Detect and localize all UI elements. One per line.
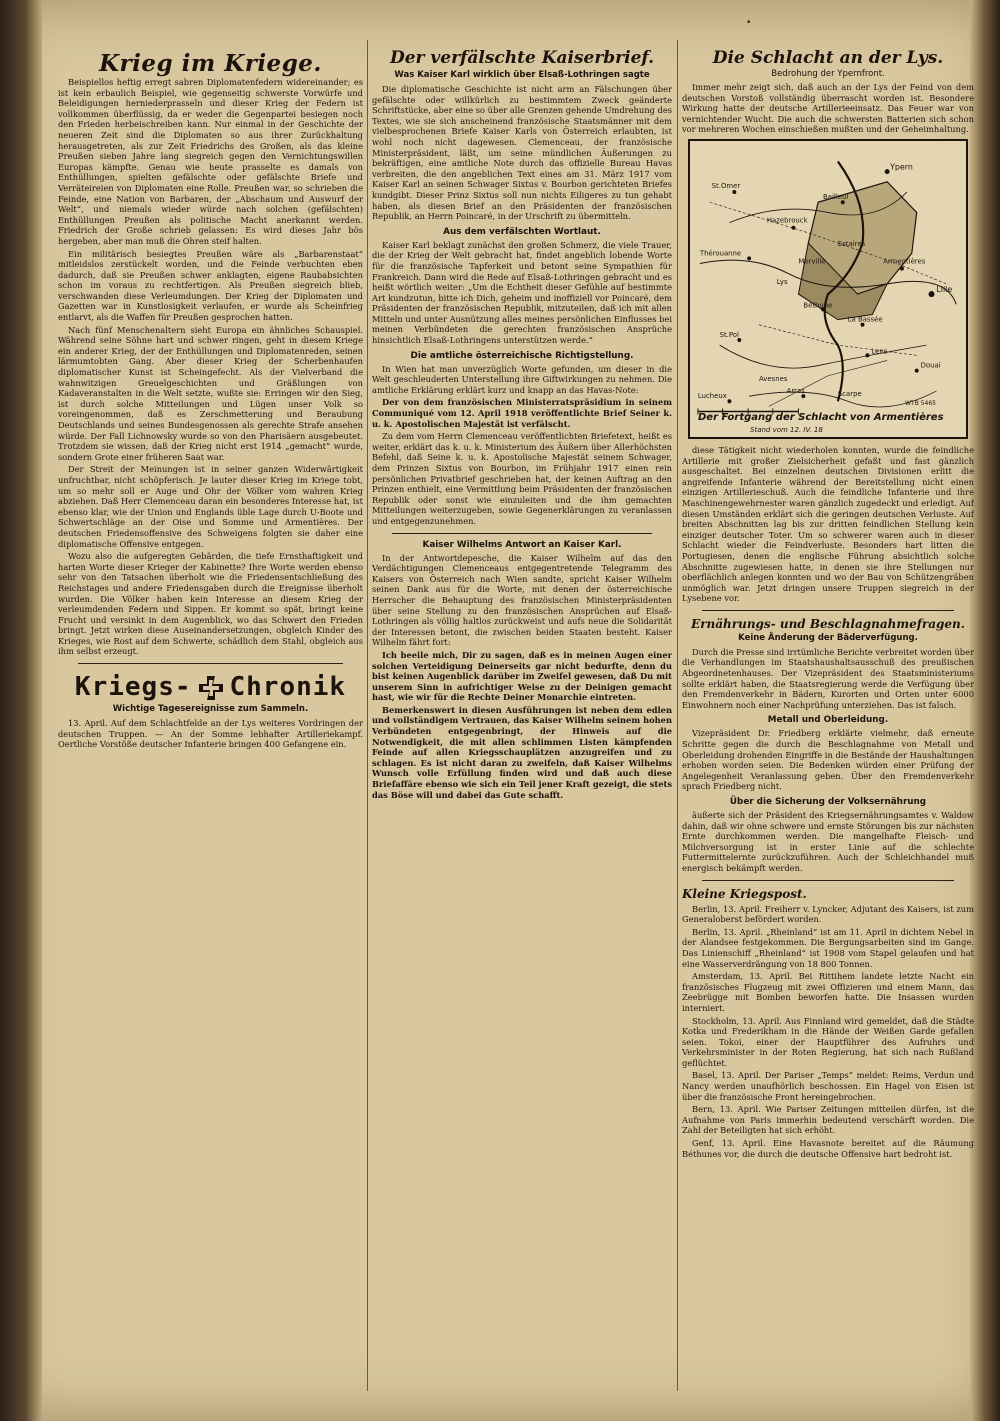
map-label-estaires: Estaires [837, 238, 866, 249]
news-item: Amsterdam, 13. April. Bei Rittihem landete letzte Nacht ein französisches Flugzeug mit zwei Offizieren und einem Mann, das Zeebrügge mit Bomben beworfen hatte. Die Insassen wurden interniert. [682, 971, 974, 1013]
news-item: Bern, 13. April. Wie Pariser Zeitungen mitteilen dürfen, ist die Aufnahme von Paris immerhin bedeutend verschärft worden. Die Zahl der Beteiligten hat sich erhöht. [682, 1104, 974, 1136]
article-paragraph: Beispiellos heftig erregt sabren Diplomatenfedern widereinander; es ist kein erbaulich Beispiel, wie gegenseitig schwerste Vorwürfe und Beleidigungen herniederprasseln und dieser Krieg der Federn ist vollkommen überflüssig, da er weder die Gegenpartei besiegen noch den Frieden herbeischreiben kann. Nur einmal in der Geschichte der neueren Zeit sind die Diplomaten so aus ihrer Zurückhaltung herausgetreten, als zur Zeit Friedrichs des Großen, als das kleine Preußen sieben Jahre lang siegreich gegen den Vernichtungswillen Europas kämpfte. Genau wie heute prasselte es damals von Enthüllungen, spielten gefälschte oder gefälschte Briefe und Verräteireien von Diplomaten eine Rolle. Preußen war, so schrieben die Feinde, eine Nation von Barbaren, der „Abschaum und Auswurf der Welt“, und niemals wieder würde nach solchen (gefälschten) Enthüllungen Preußen als politische Macht anerkannt werden. Friedrich der Große schrieb gelassen: Es wird dieses Jahr bös hergeben, aber man muß die Ohren steif halten. [58, 77, 363, 246]
article-paragraph: In der Antwortdepesche, die Kaiser Wilhelm auf das den Verdächtigungen Clemenceaus entgegentretende Telegramm des Kaisers von Österreich nach Wien sandte, spricht Kaiser Wilhelm seinen Dank aus für die Worte, mit denen der österreichische Herrscher die Behauptung des französischen Ministerpräsidenten über seine Stellung zu den französischen Ansprüchen auf Elsaß-Lothringen als völlig haltlos zurückweist und aufs neue die Solidarität der Interessen betont, die zwischen beiden Staaten besteht. Kaiser Wilhelm fährt fort: [372, 552, 672, 648]
article-paragraph: Bemerkenswert in diesen Ausführungen ist neben dem edlen und vollständigem Vertrauen, das Kaiser Wilhelm seinem hohen Verbündeten entgegenbringt, der Hinweis auf die Notwendigkeit, die mit allen schlimmen Listen kämpfenden Feinde auf allen Kriegsschauplätzen anzugreifen und zu schlagen. Es ist nicht daran zu zweifeln, daß Kaiser Wilhelms Wunsch volle Erfüllung finden wird und daß auch diese Briefaffäre ebenso wie sich ein Teil jener Kraft gezeigt, die stets das Böse will und dabei das Gute schafft. [372, 704, 672, 800]
map-label-st-pol: St.Pol [719, 329, 739, 339]
map-label-lys: Lys [776, 276, 788, 286]
map-subcaption: Stand vom 12. IV. 18 [750, 425, 823, 434]
map-label-scarpe: Scarpe [837, 389, 862, 399]
map-label-bethune: Béthune [803, 300, 833, 310]
map-label-lucheux: Lucheux [697, 391, 727, 401]
news-item: Basel, 13. April. Der Pariser „Temps“ meldet: Reims, Verdun und Nancy werden unaufhörlich beschossen. Ein Hagel von Eisen ist über die französische Front hereingebrochen. [682, 1070, 974, 1102]
map-label-st-omer: St.Omer [711, 180, 741, 190]
map-label-douai: Douai [920, 360, 941, 370]
article-paragraph: Wozu also die aufgeregten Gebärden, die tiefe Ernsthaftigkeit und harten Worte dieser Krieger der Kabinette? Ihre Worte werden ebenso sehr von den Tatsachen überholt wie die Friedensentschließung des Reichstages und andere Friedensgaben durch die Ereignisse überholt wurden. Die Völker haben kein Interesse an diesem Krieg der verleumdenden Federn und Sippen. Er kommt so spät, bringt keine Frucht und versinkt in dem Augenblick, wo das Schwert den Frieden bringt. Jetzt wirken diese Auseinandersetzungen, obgleich Kinder des Krieges, wie Rost auf dem Schwerte, schädlich dem Stahl, obgleich aus ihm selbst erzeugt. [58, 551, 363, 657]
section-title: Über die Sicherung der Volksernährung [729, 797, 927, 807]
headline-krieg-im-kriege: Krieg im Kriege. [99, 50, 322, 77]
chronik-subtitle: Wichtige Tagesereignisse zum Sammeln. [112, 704, 309, 715]
article-paragraph: diese Tätigkeit nicht wiederholen konnten, wurde die feindliche Artillerie mit großer Zielsicherheit gefaßt und fast gänzlich ausgeschaltet. Bei einzelnen deutschen Divisionen erlitt die angreifende Infanterie während der Bereitstellung nicht einen einzigen Artillerieschuß. Auch die feindliche Infanterie und ihre Maschinengewehrnester waren gänzlich zugedeckt und erledigt. Auf diesen Umständen erklärt sich die geringen deutschen Verluste. Auf breiten Abschnitten lag bis zur dritten feindlichen Stellung kein einziger deutscher Toter. Um so schwerer waren auch in dieser Schlacht wieder die Feindverluste. Besonders hart litten die Portugiesen, denen die englische Führung absichtlich solche Abschnitte zugewiesen hatte, in denen sie ihre Stellungen nur oberflächlich anlegen konnten und wo der Bau von Schützengräben unmöglich war. Jetzt dringen unsere Truppen siegreich in der Lysebene vor. [682, 444, 974, 604]
binding-gutter-right [970, 0, 1000, 1421]
map-label-hazebrouck: Hazebrouck [766, 215, 808, 225]
article-paragraph: Ein militärisch besiegtes Preußen wäre als „Barbarenstaat“ mitleidslos zerstückelt worden, und die Feinde verbuchten eben dadurch, daß sie Preußen schwer anklagten, eigene Raubabsichten schon im voraus zu rechtfertigen. Als Preußen siegreich blieb, verschwanden diese Verleumdungen. Der Krieg der Diplomaten und Gazetten war in Kunstlosigkeit verlaufen, er wurde als Scheinfrieg entlarvt, als die Waffen für Preußen gesprochen hatten. [58, 248, 363, 323]
map-label-merville: Merville [798, 256, 826, 266]
page-mark: • [746, 18, 752, 28]
map-label-la-bassee: La Bassée [847, 314, 883, 324]
headline-kaiserbrief: Der verfälschte Kaiserbrief. [389, 48, 655, 68]
map-drawing [690, 141, 966, 437]
binding-gutter-left [0, 0, 42, 1421]
section-divider [392, 533, 652, 534]
article-paragraph: Der Streit der Meinungen ist in seiner ganzen Widerwärtigkeit unfruchtbar, nicht schöpferisch. Je lauter dieser Krieg im Kriege tobt, um so mehr soll er Auge und Ohr der Völker vom wahren Krieg abziehen. Daß Herr Clemenceau daran ein besonderes Interesse hat, ist ebenso klar, wie der Union und Englands üble Lage durch U-Boote und Schwertschläge an der Oise und Somme und Armentières. Der deutschen Friedensoffensive des Schweigens folgten sie daher eine diplomatische Offensive entgegen. [58, 464, 363, 549]
subheadline-ypernfront: Bedrohung der Ypernfront. [771, 69, 885, 79]
section-divider [702, 880, 954, 881]
article-paragraph: Kaiser Karl beklagt zunächst den großen Schmerz, die viele Trauer, die der Krieg der Welt gebracht hat, findet angeblich lobende Worte für die französische Tapferkeit und betont seine Sympathien für Frankreich. Dann wird die Rede auf Elsaß-Lothringen gebracht und es heißt wörtlich weiter: „Um die Echtheit dieser Gefühle auf bestimmte Art kundzutun, bitte ich Dich, geheim und inoffiziell vor Poincaré, dem Präsidenten der französischen Republik, mitzuteilen, daß ich mit allen Mitteln und unter Ausnützung alles meines persönlichen Einflusses bei meinen Verbündeten die gerechten französischen Ansprüche hinsichtlich Elsaß-Lothringens unterstützen werde.“ [372, 239, 672, 346]
column-krieg-im-kriege [58, 40, 363, 1401]
telegram-quote: Ich beeile mich, Dir zu sagen, daß es in meinen Augen einer solchen Verteidigung Deinerseits gar nicht bedurfte, denn du bist keinen Augenblick darüber im Zweifel gewesen, daß Du mit unserem Sinn in aufrichtiger Weise zu der Deinigen gemacht hast, wie wir für die Rechte Deiner Monarchie eintreten. [372, 649, 672, 703]
article-paragraph: In Wien hat man unverzüglich Worte gefunden, um dieser in die Welt geschleuderten Unterstellung ihre Giftwirkungen zu nehmen. Die amtliche Erklärung erklärt kurz und knapp an das Havas-Note: [372, 363, 672, 395]
column-rule-1 [367, 40, 368, 1391]
headline-kleine-kriegspost: Kleine Kriegspost. [682, 886, 807, 901]
official-statement: Der von dem französischen Ministerratspräsidium in seinem Communiqué vom 12. April 1918 veröffentlichte Brief Seiner k. u. k. Apostolischen Majestät ist verfälscht. [372, 397, 672, 429]
chronik-title-right: Chronik [229, 672, 347, 703]
map-label-armentieres: Armentières [883, 256, 926, 266]
column-kaiserbrief [372, 40, 672, 1401]
news-item: Genf, 13. April. Eine Havasnote bereitet auf die Räumung Béthunes vor, die durch die deutsche Offensive hart bedroht ist. [682, 1138, 974, 1159]
map-caption: Der Fortgang der Schlacht von Armentières [698, 411, 944, 423]
headline-schlacht-lys: Die Schlacht an der Lys. [712, 48, 944, 68]
subheadline-kaiserbrief: Was Kaiser Karl wirklich über Elsaß-Lothringen sagte [394, 70, 650, 80]
battle-map [688, 139, 968, 439]
section-title: Die amtliche österreichische Richtigstellung. [410, 350, 634, 361]
column-rule-2 [677, 40, 678, 1391]
article-paragraph: Immer mehr zeigt sich, daß auch an der Lys der Feind von dem deutschen Vorstoß vollständig überrascht worden ist. Besondere Wirkung hatte der deutsche Artillerieeinsatz. Das Feuer war von vernichtender Wucht. Die auch die schwersten Batterien sich schon vor mehreren Wochen einschießen mußten und der Geheimhaltung. [682, 82, 974, 135]
map-label-lille: Lille [936, 284, 953, 295]
section-title: Aus dem verfälschten Wortlaut. [443, 226, 601, 237]
article-paragraph: Nach fünf Menschenaltern sieht Europa ein ähnliches Schauspiel. Während seine Söhne hart und schwer ringen, geht in diesem Kriege ein anderer Krieg, der der Enthüllungen und Diplomatenreden, seinen lärmumtobten Gang. Aber dieser Krieg der Scherbenhaufen diplomatischer Kunst ist Scheingefecht. Als der Vielverband die wahnwitzigen Greuelgeschichten und Gräßlungen von Kadaveranstalten in die Welt setzte, wußte sie: Erringen wir den Sieg, ist durch solche Mitteilungen und Lügen unser Volk so voreingenommen, daß es Zerschmetterung und Beraubung Deutschlands und seines Bundesgenossen als gerechte Strafe ansehen würde. Der Fall Lichnowsky wurde so von den Pharisäern ausgebeutet. Trotzdem sie wissen, daß der Krieg nicht erst 1914 „gemacht“ wurde, sondern Grote einer früheren Saat war. [58, 324, 363, 462]
news-item: Berlin, 13. April. „Rheinland“ ist am 11. April in dichtem Nebel in der Alandsee festgekommen. Die Bergungsarbeiten sind im Gange. Das Linienschiff „Rheinland“ ist 1908 vom Stapel gelaufen und hat eine Wasserverdrängung von 18 800 Tonnen. [682, 926, 974, 969]
news-item: Stockholm, 13. April. Aus Finnland wird gemeldet, daß die Städte Kotka und Frederikham in die Hände der Weißen Garde gefallen seien. Tokoi, einer der Hauptführer des Aufruhrs und Verkehrsminister in der Roten Regierung, hat sich nach Rußland geflüchtet. [682, 1015, 974, 1068]
section-divider [78, 663, 343, 664]
headline-ernaehrung: Ernährungs- und Beschlagnahmefragen. [691, 616, 965, 631]
chronik-entry: 13. April. Auf dem Schlachtfelde an der Lys weiteres Vordringen der deutschen Truppen. — An der Somme lebhafter Artilleriekampf. Oertliche Vorstöße deutscher Infanterie bringen 400 Gefangene ein. [58, 718, 363, 750]
map-label-lens: Lens [871, 346, 888, 356]
section-title: Kaiser Wilhelms Antwort an Kaiser Karl. [422, 539, 622, 550]
section-title: Metall und Oberleidung. [767, 715, 889, 726]
column-schlacht-lys [682, 40, 974, 1401]
iron-cross-icon [198, 675, 224, 701]
article-paragraph: Die diplomatische Geschichte ist nicht arm an Fälschungen über gefälschte oder willkürlich zu bestimmtem Zweck geänderte Schriftstücke, aber eine so über alle Grenzen gehende Umdrehung des Textes, wie sie sich anscheinend französische Staatsmänner mit dem vielbesprochenen Briefe Kaiser Karls von Österreich erlaubten, ist wohl noch nicht dagewesen. Clemenceau, der französische Ministerpräsident, läßt, um seine mündlichen Äußerungen zu bekräftigen, eine amtliche Note durch das offizielle Bureau Havas verbreiten, die den angeblichen Text eines am 31. März 1917 vom Kaiser Karl an seinen Schwager Sixtus v. Bourbon gerichteten Briefes kundgibt. Dieser Prinz Sixtus soll nun nichts Eiligeres zu tun gehabt haben, als diesen Brief an den Präsidenten der französischen Republik, an Herrn Poincaré, in der Urschrift zu übermitteln. [372, 84, 672, 222]
map-label-avesnes: Avesnes [759, 373, 788, 383]
map-reference: WTB 5465 [905, 399, 936, 407]
article-paragraph: Durch die Presse sind irrtümliche Berichte verbreitet worden über die Verhandlungen im Staatshaushaltsausschuß des preußischen Abgeordnetenhauses. Der Vizepräsident des Staatsministeriums sollte erklärt haben, die Staatsregierung werde die Verfügung über den Fremdenverkehr in Bädern, Kurorten und Orten unter 6000 Einwohnern noch einer Nachprüfung unterziehen. Das ist falsch. [682, 646, 974, 710]
subheadline-baeder: Keine Änderung der Bäderverfügung. [738, 632, 918, 643]
map-label-arras: Arras [786, 385, 805, 396]
article-paragraph: Zu dem vom Herrn Clemenceau veröffentlichten Briefetext, heißt es weiter, erklärt das k. u. k. Ministerium des Äußern über Allerhöchsten Befehl, daß Seine k. u. k. Apostolische Majestät seinem Schwager, dem Prinzen Sixtus von Bourbon, im Frühjahr 1917 einen rein persönlichen Privatbrief geschrieben hat, der keinen Auftrag an den Prinzen enthielt, eine Vermittlung beim Präsidenten der französischen Republik oder sonst wie einzuleiten und die ihm gemachten Mitteilungen weiterzugeben, sowie Gegenerklärungen zu veranlassen und entgegenzunehmen. [372, 431, 672, 526]
map-label-bailleul: Bailleul [823, 192, 849, 202]
map-label-therouanne: Thérouanne [699, 248, 742, 258]
article-paragraph: äußerte sich der Präsident des Kriegsernährungsamtes v. Waldow dahin, daß wir ohne schwere und ernste Störungen bis zur nächsten Ernte durchkommen werden. Die mangelhafte Fleisch- und Milchversorgung ist in erster Linie auf die schlechte Futtermittelernte zurückzuführen. Auch der Schleichhandel muß energisch bekämpft werden. [682, 810, 974, 873]
article-paragraph: Vizepräsident Dr. Friedberg erklärte vielmehr, daß erneute Schritte gegen die durch die Beschlagnahme von Metall und Oberleidung drohenden Eingriffe in die Bestände der Haushaltungen erhoben worden seien. Die Bedenken würden einer Prüfung der Angelegenheit Veranlassung geben. Über den Fremdenverkehr sprach Friedberg nicht. [682, 728, 974, 792]
section-divider [702, 610, 954, 611]
chronik-title-left: Kriegs- [74, 672, 192, 703]
news-item: Berlin, 13. April. Freiherr v. Lyncker, Adjutant des Kaisers, ist zum Generaloberst befördert worden. [682, 903, 974, 925]
kriegs-chronik-title [58, 672, 363, 702]
map-label-ypern: Ypern [890, 162, 913, 172]
